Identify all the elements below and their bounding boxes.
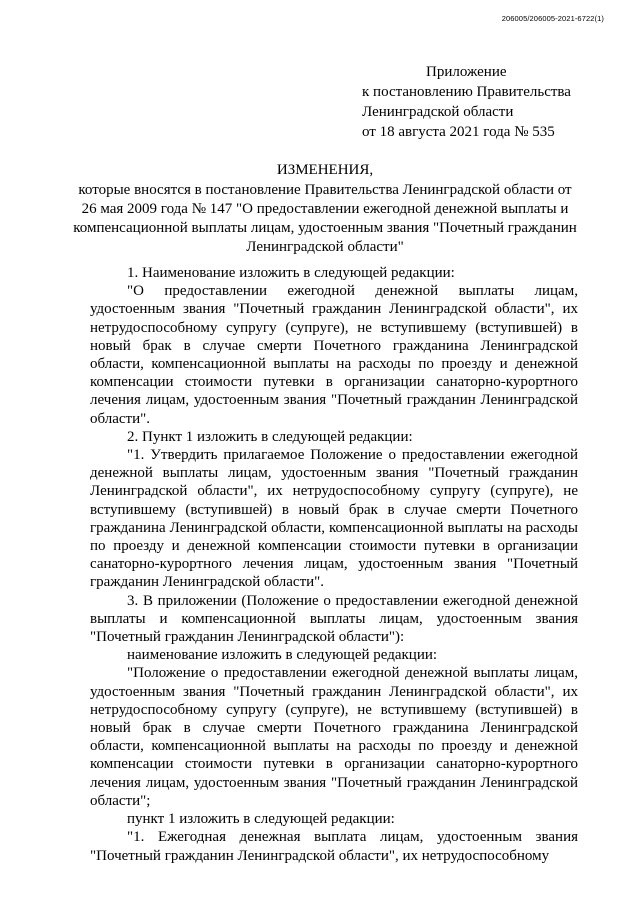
- appendix-line-3: Ленинградской области: [362, 104, 514, 120]
- document-body: [90, 264, 578, 865]
- document-title: [70, 161, 580, 257]
- paragraph-9: "1. Ежегодная денежная выплата лицам, удостоенным звания "Почетный гражданин Ленинградской области", их нетрудоспособному: [90, 829, 578, 864]
- paragraph-4: "1. Утвердить прилагаемое Положение о предоставлении ежегодной денежной выплаты лицам, удостоенным звания "Почетный гражданин Ленинградской области", их нетрудоспособному супругу (супруге), не вступившему (вступившей) в новый брак в случае смерти Почетного гражданина Ленинградской области, компенсационной выплаты на расходы по проезду и денежной компенсации стоимости путевки в организации санаторно-курортного лечения лицам, удостоенным звания "Почетный гражданин Ленинградской области".: [90, 447, 578, 591]
- paragraph-8: пункт 1 изложить в следующей редакции:: [127, 811, 395, 828]
- title-subtitle: которые вносятся в постановление Правительства Ленинградской области от 26 мая 2009 года № 147 "О предоставлении ежегодной денежной выплаты и компенсационной выплаты лицам, удостоенным звания "Почетный гражданин Ленинградской области": [73, 182, 577, 255]
- paragraph-1: 1. Наименование изложить в следующей редакции:: [127, 265, 455, 281]
- paragraph-5: 3. В приложении (Положение о предоставлении ежегодной денежной выплаты и компенсационной выплаты лицам, удостоенным звания "Почетный гражданин Ленинградской области"):: [90, 592, 578, 646]
- paragraph-2: "О предоставлении ежегодной денежной выплаты лицам, удостоенным звания "Почетный гражданин Ленинградской области", их нетрудоспособному супругу (супруге), не вступившему (вступившей) в новый брак в случае смерти Почетного гражданина Ленинградской области, компенсационной выплаты на расходы по проезду и денежной компенсации стоимости путевки в организации санаторно-курортного лечения лицам, удостоенным звания "Почетный гражданин Ленинградской области".: [90, 283, 578, 427]
- appendix-line-1: Приложение: [426, 64, 507, 80]
- appendix-line-2: к постановлению Правительства: [362, 84, 571, 100]
- document-id: 206005/206005-2021-6722(1): [501, 14, 604, 23]
- title-heading: ИЗМЕНЕНИЯ,: [276, 162, 374, 178]
- paragraph-6: наименование изложить в следующей редакции:: [127, 647, 438, 664]
- appendix-line-4: от 18 августа 2021 года № 535: [362, 124, 555, 140]
- paragraph-7: "Положение о предоставлении ежегодной денежной выплаты лицам, удостоенным звания "Почетный гражданин Ленинградской области", их нетрудоспособному супругу (супруге), не вступившему (вступившей) в новый брак в случае смерти Почетного гражданина Ленинградской области, компенсационной выплаты на расходы по проезду и денежной компенсации стоимости путевки в организации санаторно-курортного лечения лицам, удостоенным звания "Почетный гражданин Ленинградской области";: [90, 665, 578, 809]
- appendix-header: [362, 62, 571, 142]
- paragraph-3: 2. Пункт 1 изложить в следующей редакции:: [127, 428, 413, 445]
